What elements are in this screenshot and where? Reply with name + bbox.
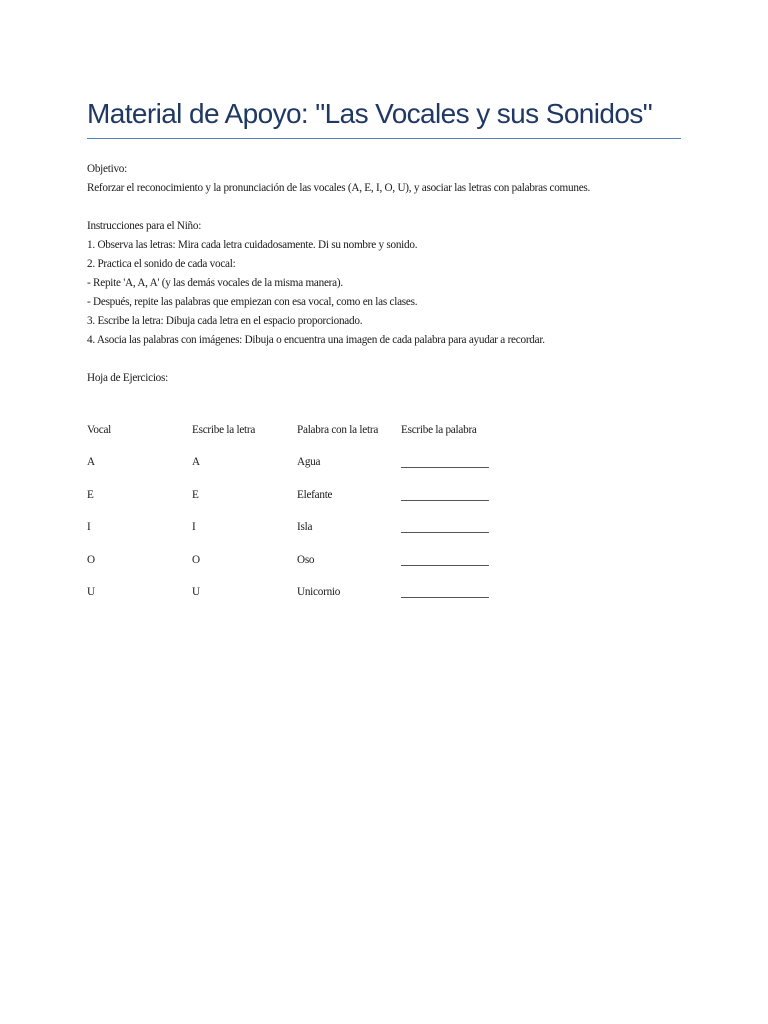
- write-word-blank[interactable]: [401, 500, 489, 501]
- table-row: [87, 518, 507, 550]
- instruction-step-2a: - Repite 'A, A, A' (y las demás vocales de la misma manera).: [87, 277, 343, 289]
- page-title: Material de Apoyo: "Las Vocales y sus Sonidos": [87, 98, 653, 129]
- table-row: [87, 583, 507, 615]
- cell-letra: O: [192, 553, 200, 566]
- table-header-row: [87, 421, 507, 453]
- write-word-blank[interactable]: [401, 597, 489, 598]
- cell-palabra: Agua: [297, 456, 321, 469]
- instruction-step-3: 3. Escribe la letra: Dibuja cada letra en el espacio proporcionado.: [87, 315, 363, 327]
- table-row: [87, 486, 507, 518]
- instruction-step-4: 4. Asocia las palabras con imágenes: Dibuja o encuentra una imagen de cada palabra para ayudar a recordar.: [87, 334, 545, 346]
- cell-palabra: Unicornio: [297, 585, 341, 598]
- header-escribe-palabra: Escribe la palabra: [401, 424, 477, 436]
- cell-vocal: I: [87, 521, 91, 534]
- cell-letra: I: [192, 521, 196, 534]
- cell-letra: A: [192, 456, 200, 469]
- cell-vocal: E: [87, 488, 94, 501]
- instruction-step-2b: - Después, repite las palabras que empiezan con esa vocal, como en las clases.: [87, 296, 418, 308]
- worksheet-table: [87, 421, 507, 615]
- instructions-label: Instrucciones para el Niño:: [87, 220, 202, 232]
- table-row: [87, 551, 507, 583]
- table-row: [87, 453, 507, 485]
- cell-palabra: Elefante: [297, 488, 333, 501]
- write-word-blank[interactable]: [401, 532, 489, 533]
- spacer: [87, 350, 687, 369]
- cell-vocal: O: [87, 553, 95, 566]
- header-palabra: Palabra con la letra: [297, 424, 379, 436]
- cell-letra: E: [192, 488, 199, 501]
- objective-label: Objetivo:: [87, 163, 128, 175]
- header-vocal: Vocal: [87, 424, 112, 436]
- instruction-step-1: 1. Observa las letras: Mira cada letra cuidadosamente. Di su nombre y sonido.: [87, 239, 418, 251]
- objective-text: Reforzar el reconocimiento y la pronunciación de las vocales (A, E, I, O, U), y asociar las letras con palabras comunes.: [87, 182, 591, 194]
- document-body: [87, 160, 687, 388]
- cell-palabra: Isla: [297, 521, 313, 534]
- title-underline: [87, 138, 681, 139]
- worksheet-label: Hoja de Ejercicios:: [87, 372, 168, 384]
- header-escribe-letra: Escribe la letra: [192, 424, 256, 436]
- write-word-blank[interactable]: [401, 467, 489, 468]
- cell-vocal: U: [87, 585, 95, 598]
- instruction-step-2: 2. Practica el sonido de cada vocal:: [87, 258, 236, 270]
- cell-letra: U: [192, 585, 200, 598]
- spacer: [87, 198, 687, 217]
- cell-palabra: Oso: [297, 553, 315, 566]
- write-word-blank[interactable]: [401, 565, 489, 566]
- cell-vocal: A: [87, 456, 95, 469]
